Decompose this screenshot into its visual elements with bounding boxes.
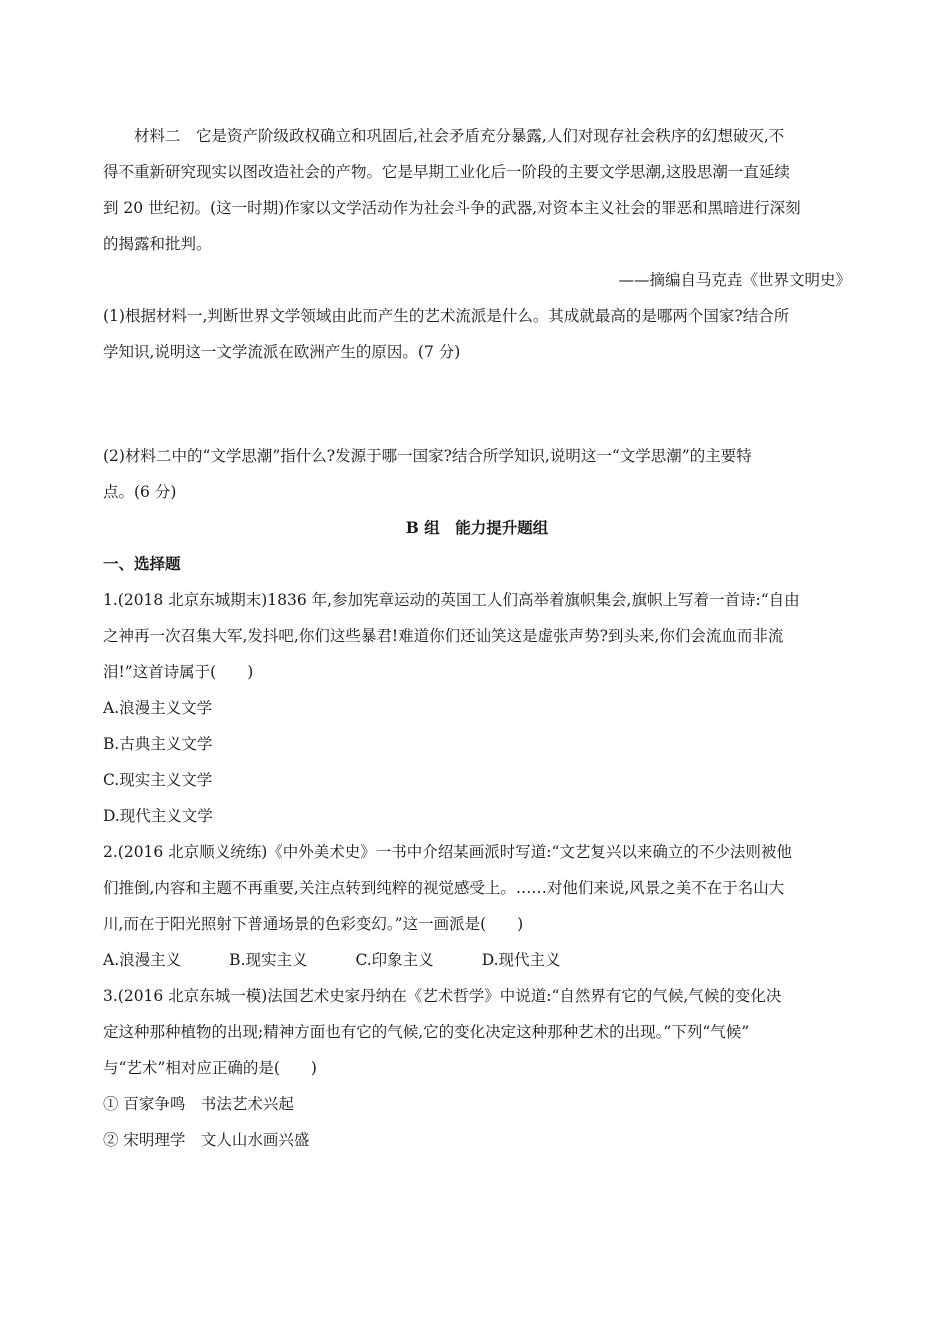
mc-question-3-item-2: ② 宋明理学 文人山水画兴盛 (103, 1131, 310, 1149)
question-1 (103, 298, 851, 370)
mc-question-1-line: 1.(2018 北京东城期末)1836 年,参加宪章运动的英国工人们高举着旗帜集会,旗帜上写着一首诗:“自由 (103, 591, 800, 609)
mc-question-2 (103, 834, 851, 978)
question-1-line: 学知识,说明这一文学流派在欧洲产生的原因。(7 分) (103, 343, 461, 361)
mc-question-2-options (103, 942, 851, 978)
mc-question-1-option-a: A.浪漫主义文学 (103, 699, 213, 717)
mc-question-2-option-a: A.浪漫主义 (103, 951, 182, 969)
question-2 (103, 438, 851, 510)
material-two-line: 材料二 它是资产阶级政权确立和巩固后,社会矛盾充分暴露,人们对现存社会秩序的幻想破灭,不 (134, 127, 785, 145)
mc-question-2-option-d: D.现代主义 (481, 951, 561, 969)
mc-question-1-line: 泪!”这首诗属于( ) (103, 663, 254, 681)
group-title: B 组 能力提升题组 (405, 518, 549, 537)
material-two-line: 的揭露和批判。 (103, 235, 212, 253)
mc-question-3-line: 3.(2016 北京东城一模)法国艺术史家丹纳在《艺术哲学》中说道:“自然界有它的气候,气候的变化决 (103, 987, 782, 1005)
question-1-line: (1)根据材料一,判断世界文学领域由此而产生的艺术流派是什么。其成就最高的是哪两个国家?结合所 (103, 307, 790, 325)
mc-question-3-line: 定这种那种植物的出现;精神方面也有它的气候,它的变化决定这种那种艺术的出现。”下列“气候” (103, 1023, 750, 1041)
mc-question-1-option-c: C.现实主义文学 (103, 771, 213, 789)
mc-question-2-line: 2.(2016 北京顺义统练)《中外美术史》一书中介绍某画派时写道:“文艺复兴以来确立的不少法则被他 (103, 843, 792, 861)
material-two-line: 得不重新研究现实以图改造社会的产物。它是早期工业化后一阶段的主要文学思潮,这股思潮一直延续 (103, 163, 790, 181)
mc-question-2-line: 们推倒,内容和主题不再重要,关注点转到纯粹的视觉感受上。……对他们来说,风景之美不在于名山大 (103, 879, 785, 897)
mc-question-1-option-d: D.现代主义文学 (103, 807, 213, 825)
document-content (103, 118, 851, 1158)
question-2-line: (2)材料二中的“文学思潮”指什么?发源于哪一国家?结合所学知识,说明这一“文学思潮”的主要特 (103, 447, 752, 465)
answer-space (103, 370, 851, 438)
mc-question-2-option-c: C.印象主义 (355, 951, 434, 969)
mc-question-3-line: 与“艺术”相对应正确的是( ) (103, 1059, 317, 1077)
section-title: 一、选择题 (103, 554, 181, 573)
mc-question-2-line: 川,而在于阳光照射下普通场景的色彩变幻。”这一画派是( ) (103, 915, 524, 933)
question-2-line: 点。(6 分) (103, 483, 177, 501)
mc-question-1-option-b: B.古典主义文学 (103, 735, 213, 753)
material-two-line: 到 20 世纪初。(这一时期)作家以文学活动作为社会斗争的武器,对资本主义社会的罪恶和黑暗进行深刻 (103, 199, 801, 217)
mc-question-3-item-1: ① 百家争鸣 书法艺术兴起 (103, 1095, 294, 1113)
mc-question-1-line: 之神再一次召集大军,发抖吧,你们这些暴君!难道你们还讪笑这是虚张声势?到头来,你们会流血而非流 (103, 627, 784, 645)
mc-question-2-option-b: B.现实主义 (229, 951, 308, 969)
material-two-source: ——摘编自马克垚《世界文明史》 (618, 271, 851, 289)
material-two (103, 118, 851, 298)
mc-question-1 (103, 582, 851, 834)
mc-question-3 (103, 978, 851, 1158)
